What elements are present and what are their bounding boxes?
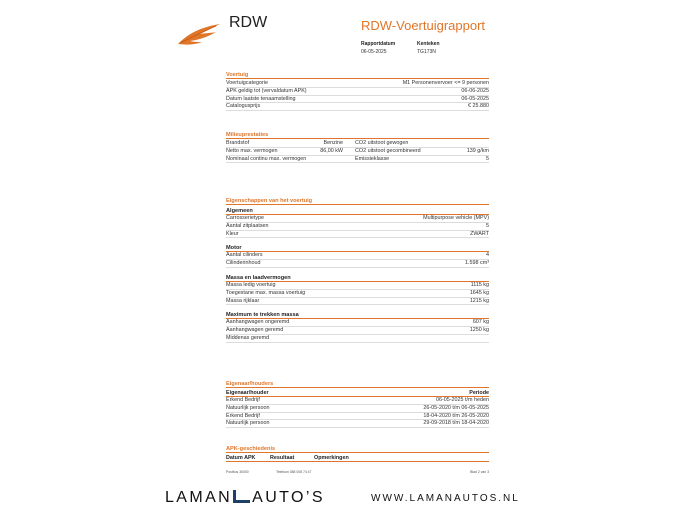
section-title: Eigenschappen van het voertuig [226,198,489,205]
row-value: 1115 kg [470,281,489,288]
row-value: Multipurpose vehicle (MPV) [423,215,489,221]
rdw-logo-icon [176,22,222,46]
row-label: Kleur [226,230,239,237]
report-date-block [361,40,395,56]
report-date: 06-05-2025 [361,49,387,55]
row-label: Emissieklasse [355,155,390,162]
table-row [226,215,489,223]
row-label: CO2 uitstoot gewogen [355,140,409,146]
row-value: 4 [486,252,489,259]
dealer-website: WWW.LAMANAUTOS.NL [371,493,520,504]
column-header-remarks: Opmerkingen [314,455,349,461]
table-row [226,103,489,111]
row-label: CO2 uitstoot gecombineerd [355,147,421,154]
table-row [226,319,489,327]
table-row [226,335,489,343]
table-row [226,420,489,428]
column-header-period: Periode [469,390,489,396]
owner-type: Natuurlijk persoon [226,404,270,411]
table-row [226,223,489,231]
subsection-title: Motor [226,244,489,252]
owner-type: Natuurlijk persoon [226,420,270,427]
column-header-date: Datum APK [226,455,256,461]
row-label: Aantal cilinders [226,252,263,259]
table-row [226,413,489,421]
column-header-owner: Eigenaar/houder [226,390,269,396]
column-header-result: Resultaat [270,455,295,461]
table-row [226,88,489,96]
environment-section [226,132,489,163]
row-value: 1.598 cm³ [465,260,489,267]
dealer-logo [165,489,325,507]
dealer-name-right: AUTO’S [252,489,325,506]
footer-page-number: Blad 2 van 3 [470,470,489,474]
row-value: € 25.880 [468,103,489,110]
row-value [301,156,349,163]
row-value: 86,00 kW [320,147,343,154]
row-label: Brandstof [226,140,250,146]
row-value: 607 kg [472,319,489,326]
table-header [226,389,489,397]
owners-section [226,381,489,428]
owner-period: 26-05-2020 t/m 06-05-2025 [423,404,489,411]
row-value: 5 [486,222,489,229]
footer-phone: Telefoon 088 008 74 47 [276,470,312,474]
table-header [226,454,489,462]
row-value: M1 Personenvervoer <= 9 personen [402,80,489,86]
owner-type: Erkend Bedrijf [226,412,260,419]
subsection-title: Massa en laadvermogen [226,274,489,282]
section-title: Milieuprestaties [226,132,489,139]
row-label: Voertuigcategorie [226,80,268,86]
apk-section [226,446,489,462]
row-label: Massa rijklaar [226,297,260,304]
row-value: Benzine [323,140,343,146]
row-label: Toegestane max. massa voertuig [226,289,306,296]
section-title: APK-geschiedenis [226,446,489,453]
table-row [226,298,489,306]
row-label: Middenas geremd [226,334,270,341]
row-label: Nominaal continu max. vermogen [226,155,307,162]
table-row [226,290,489,298]
table-row [226,405,489,413]
row-value: 5 [486,155,489,162]
owner-type: Erkend Bedrijf [226,397,260,403]
subsection-title: Maximum te trekken massa [226,311,489,319]
row-label: APK geldig tot (vervaldatum APK) [226,87,307,94]
row-label: Aanhangwagen geremd [226,327,284,334]
properties-section [226,198,489,343]
table-row [226,96,489,104]
vehicle-section [226,72,489,111]
row-value: 1645 kg [469,289,489,296]
table-row [226,231,489,239]
table-row [226,327,489,335]
subsection-title: Algemeen [226,207,489,215]
row-value: 139 g/km [466,147,489,154]
row-label: Datum laatste tenaamstelling [226,95,296,102]
row-label: Aanhangwagen ongeremd [226,319,290,326]
plate-label: Kenteken [417,41,440,47]
dealer-banner [0,486,685,514]
table-row [226,156,489,164]
row-value: 1215 kg [469,297,489,304]
row-label: Carrosserietype [226,215,265,221]
row-label: Cilinderinhoud [226,260,261,267]
l-mark-icon [233,490,250,503]
row-label: Massa ledig voertuig [226,281,276,288]
brand-name: RDW [229,14,268,31]
owner-period: 29-09-2018 t/m 18-04-2020 [423,420,489,427]
section-title: Eigenaar/houders [226,381,489,388]
footer-address: Postbus 30000 [226,470,249,474]
row-label: Aantal zitplaatsen [226,222,269,229]
license-plate: TG173N [417,49,436,55]
dealer-name-left: LAMAN [165,489,233,506]
row-label: Netto max. vermogen [226,147,278,154]
table-row [226,282,489,290]
table-row [226,260,489,268]
table-row [226,80,489,88]
row-label: Catalogusprijs [226,103,261,110]
page-footer [226,470,489,474]
row-value: 06-05-2025 [461,95,489,102]
row-value: ZWART [470,230,489,237]
row-value [441,140,489,147]
section-title: Voertuig [226,72,489,79]
table-row [226,397,489,405]
owner-period: 06-05-2025 t/m heden [435,397,489,403]
owner-period: 18-04-2020 t/m 26-05-2020 [423,412,489,419]
row-value: 1250 kg [469,327,489,334]
row-value: 06-06-2025 [461,87,489,94]
report-date-label: Rapportdatum [361,41,396,47]
report-title: RDW-Voertuigrapport [361,18,486,33]
table-row [226,140,489,148]
table-row [226,252,489,260]
plate-block [417,40,440,56]
table-row [226,148,489,156]
